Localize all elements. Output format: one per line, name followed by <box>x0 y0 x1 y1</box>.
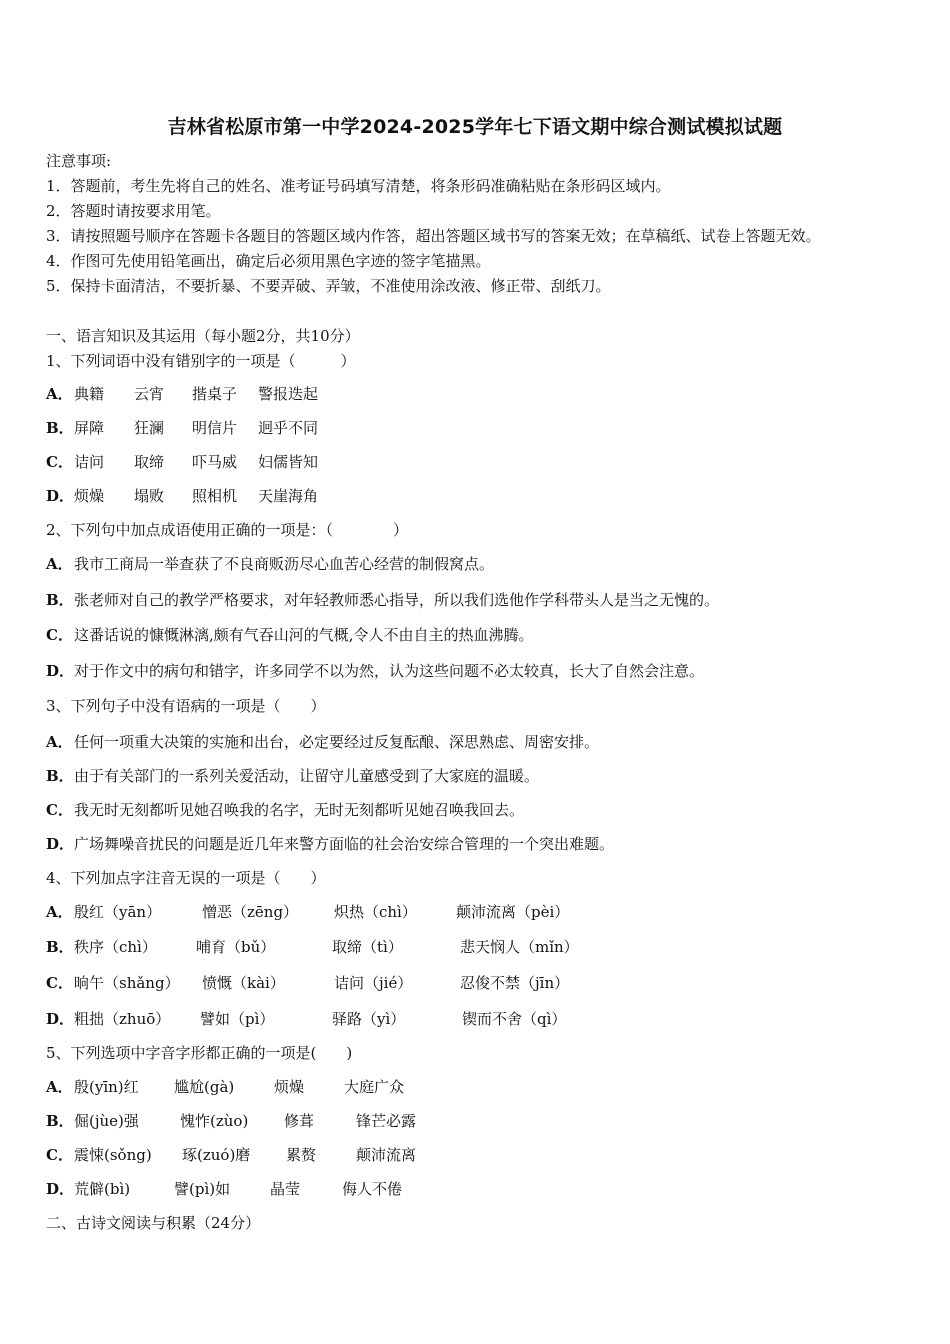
question-stem: 1、下列词语中没有错别字的一项是（ ） <box>46 352 356 370</box>
option-row <box>46 1111 416 1131</box>
option-label: B． <box>46 1112 74 1130</box>
option-word: 殷(yīn)红 <box>74 1078 139 1096</box>
option-word: 颠沛流离（pèi） <box>456 903 570 921</box>
option-word: 诘问 <box>74 453 105 471</box>
option-word: 烦燥 <box>74 487 105 505</box>
option-label: B． <box>46 419 74 437</box>
option-row <box>46 486 318 506</box>
question-stem: 2、下列句中加点成语使用正确的一项是：（ ） <box>46 521 409 539</box>
option-text: 由于有关部门的一系列关爱活动，让留守儿童感受到了大家庭的温暖。 <box>74 767 540 785</box>
option-label: C． <box>46 1146 73 1164</box>
option-text: 我市工商局一举查获了不良商贩沥尽心血苦心经营的制假窝点。 <box>74 555 495 573</box>
section-heading: 一、语言知识及其运用（每小题2分，共10分） <box>46 327 360 345</box>
option-word: 狂澜 <box>134 419 165 437</box>
option-label: A． <box>46 733 73 751</box>
option-word: 震悚(sǒng) <box>74 1146 152 1164</box>
option-label: A． <box>46 385 73 403</box>
option-row <box>46 554 494 574</box>
option-word: 吓马威 <box>192 453 238 471</box>
option-word: 愧怍(zùo) <box>180 1112 249 1130</box>
option-word: 塌败 <box>134 487 165 505</box>
question-stem: 3、下列句子中没有语病的一项是（ ） <box>46 697 326 715</box>
option-word: 悲天悯人（mǐn） <box>460 938 579 956</box>
option-word: 累赘 <box>286 1146 317 1164</box>
option-word: 明信片 <box>192 419 238 437</box>
option-label: B． <box>46 938 74 956</box>
option-word: 愤慨（kài） <box>202 974 285 992</box>
option-text: 对于作文中的病句和错字，许多同学不以为然，认为这些问题不必太较真，长大了自然会注意。 <box>74 662 705 680</box>
option-word: 修葺 <box>284 1112 315 1130</box>
notice-item: 2．答题时请按要求用笔。 <box>46 202 221 220</box>
option-row <box>46 1179 402 1199</box>
option-word: 哺育（bǔ） <box>196 938 276 956</box>
option-word: 侮人不倦 <box>342 1180 403 1198</box>
option-label: C． <box>46 626 73 644</box>
option-row <box>46 937 579 957</box>
option-word: 屏障 <box>74 419 105 437</box>
option-text: 张老师对自己的教学严格要求，对年轻教师悉心指导，所以我们选他作学科带头人是当之无愧的。 <box>74 591 720 609</box>
option-word: 天崖海角 <box>258 487 319 505</box>
option-label: B． <box>46 767 74 785</box>
option-word: 譬(pì)如 <box>174 1180 231 1198</box>
option-label: A． <box>46 555 73 573</box>
option-row <box>46 732 599 752</box>
option-row <box>46 661 704 681</box>
option-word: 大庭广众 <box>344 1078 405 1096</box>
section-heading: 二、古诗文阅读与积累（24分） <box>46 1214 261 1232</box>
option-word: 驿路（yì） <box>332 1010 406 1028</box>
option-word: 烦燥 <box>274 1078 305 1096</box>
option-word: 锋芒必露 <box>356 1112 417 1130</box>
option-word: 警报迭起 <box>258 385 319 403</box>
option-label: C． <box>46 974 73 992</box>
notice-item: 5．保持卡面清洁，不要折暴、不要弄破、弄皱，不准使用涂改液、修正带、刮纸刀。 <box>46 277 611 295</box>
option-text: 我无时无刻都听见她召唤我的名字，无时无刻都听见她召唤我回去。 <box>74 801 525 819</box>
option-row <box>46 766 539 786</box>
option-word: 晌午（shǎng） <box>74 974 180 992</box>
option-row <box>46 625 534 645</box>
option-word: 云宵 <box>134 385 165 403</box>
option-word: 炽热（chì） <box>334 903 417 921</box>
option-row <box>46 384 318 404</box>
option-label: D． <box>46 1180 75 1198</box>
option-word: 诘问（jié） <box>334 974 413 992</box>
option-word: 取缔（tì） <box>332 938 403 956</box>
option-label: D． <box>46 662 75 680</box>
option-label: D． <box>46 487 75 505</box>
notice-heading: 注意事项: <box>46 152 112 170</box>
option-label: B． <box>46 591 74 609</box>
option-row <box>46 418 318 438</box>
question-stem: 4、下列加点字注音无误的一项是（ ） <box>46 869 326 887</box>
option-row <box>46 1145 416 1165</box>
option-text: 广场舞噪音扰民的问题是近几年来警方面临的社会治安综合管理的一个突出难题。 <box>74 835 615 853</box>
option-word: 锲而不舍（qì） <box>462 1010 567 1028</box>
option-word: 照相机 <box>192 487 238 505</box>
option-row <box>46 452 318 472</box>
option-word: 殷红（yān） <box>74 903 162 921</box>
option-row <box>46 800 524 820</box>
option-label: A． <box>46 903 73 921</box>
option-word: 譬如（pì） <box>200 1010 275 1028</box>
option-row <box>46 1077 404 1097</box>
option-row <box>46 902 569 922</box>
option-label: A． <box>46 1078 73 1096</box>
option-word: 荒僻(bì) <box>74 1180 131 1198</box>
option-label: D． <box>46 835 75 853</box>
option-row <box>46 1009 566 1029</box>
option-word: 琢(zuó)磨 <box>182 1146 251 1164</box>
option-text: 任何一项重大决策的实施和出台，必定要经过反复酝酿、深思熟虑、周密安排。 <box>74 733 600 751</box>
option-row <box>46 834 614 854</box>
option-label: D． <box>46 1010 75 1028</box>
option-word: 颠沛流离 <box>356 1146 417 1164</box>
option-word: 忍俊不禁（jīn） <box>460 974 570 992</box>
option-row <box>46 590 719 610</box>
option-word: 晶莹 <box>270 1180 301 1198</box>
option-word: 粗拙（zhuō） <box>74 1010 171 1028</box>
question-stem: 5、下列选项中字音字形都正确的一项是( ) <box>46 1044 353 1062</box>
notice-item: 1．答题前，考生先将自己的姓名、准考证号码填写清楚，将条形码准确粘贴在条形码区域内。 <box>46 177 671 195</box>
option-word: 尴尬(gà) <box>174 1078 235 1096</box>
option-word: 倔(jùe)强 <box>74 1112 139 1130</box>
notice-item: 4．作图可先使用铅笔画出，确定后必须用黑色字迹的签字笔描黑。 <box>46 252 491 270</box>
option-row <box>46 973 569 993</box>
option-word: 取缔 <box>134 453 165 471</box>
option-word: 迥乎不同 <box>258 419 319 437</box>
option-label: C． <box>46 801 73 819</box>
option-text: 这番话说的慷慨淋漓,颇有气吞山河的气概,令人不由自主的热血沸腾。 <box>74 626 534 644</box>
option-label: C． <box>46 453 73 471</box>
option-word: 憎恶（zēng） <box>202 903 299 921</box>
option-word: 妇儒皆知 <box>258 453 319 471</box>
option-word: 秩序（chì） <box>74 938 157 956</box>
option-word: 典籍 <box>74 385 105 403</box>
option-word: 揩桌子 <box>192 385 238 403</box>
notice-item: 3．请按照题号顺序在答题卡各题目的答题区域内作答，超出答题区域书写的答案无效；在草稿纸、试卷上答题无效。 <box>46 227 821 245</box>
page-title: 吉林省松原市第一中学2024-2025学年七下语文期中综合测试模拟试题 <box>167 116 783 138</box>
